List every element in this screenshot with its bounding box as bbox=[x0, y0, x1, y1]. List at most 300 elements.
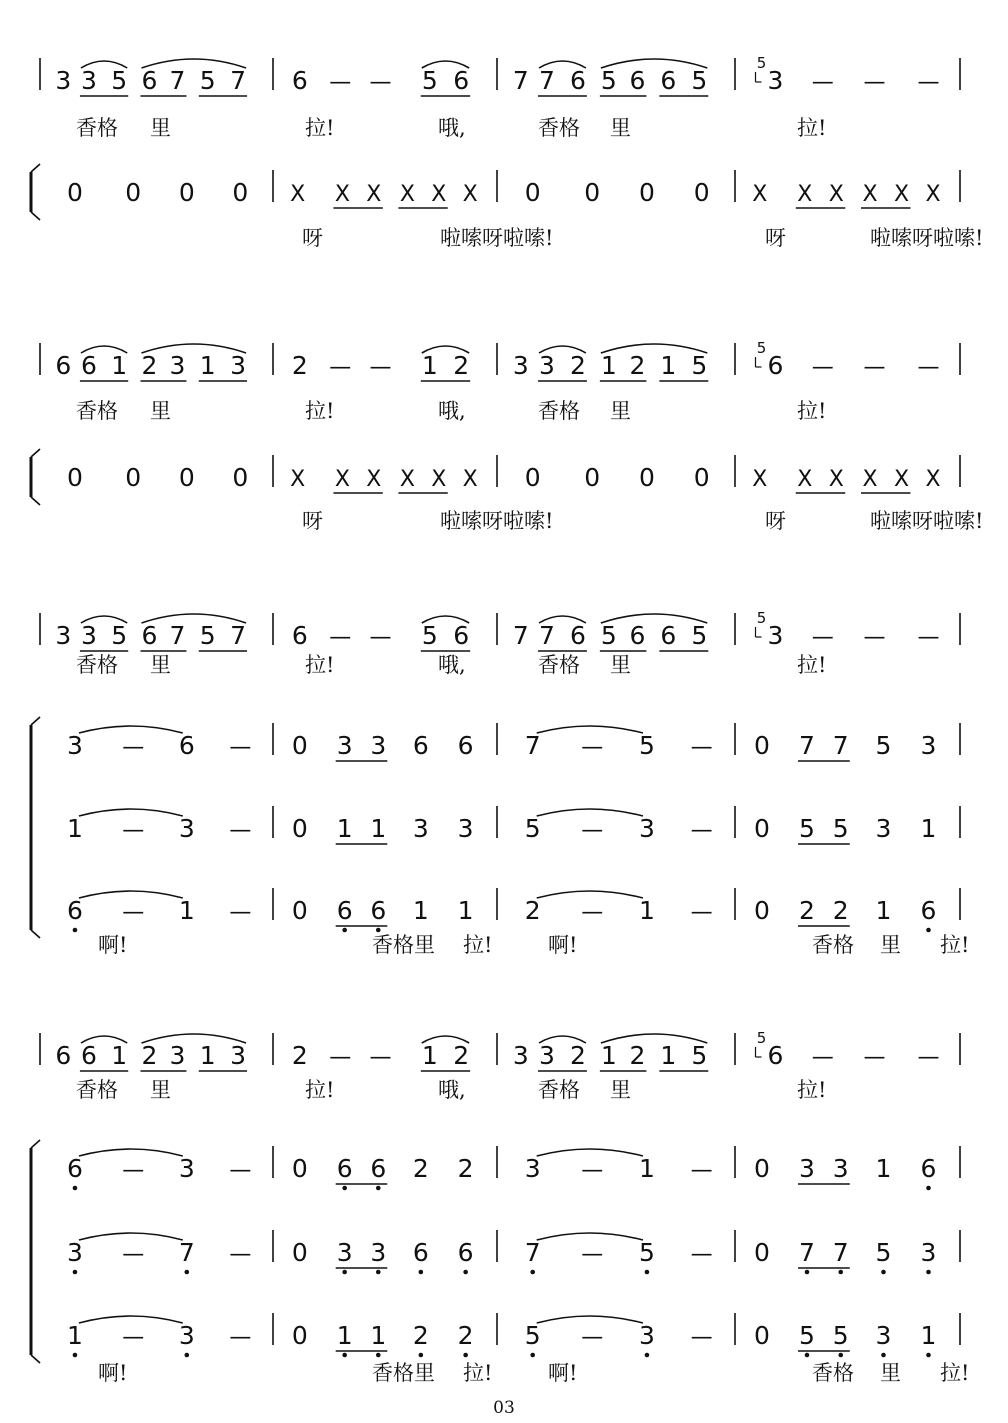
note-digit: 5 bbox=[421, 621, 438, 650]
note-digit: 3 bbox=[55, 621, 72, 650]
note-digit: 7 bbox=[539, 621, 555, 650]
lyric-syllable: 哦, bbox=[438, 1078, 466, 1102]
note-digit: 0 bbox=[638, 178, 655, 207]
percussion-note: X bbox=[893, 182, 910, 207]
note-digit: 6 bbox=[920, 1154, 937, 1183]
sustain-dash: — bbox=[122, 1158, 145, 1183]
lyric-syllable: 香格 bbox=[76, 1078, 118, 1102]
note-digit: 6 bbox=[80, 351, 97, 380]
note-digit: 3 bbox=[178, 1321, 195, 1350]
lyric-syllable: 拉! bbox=[797, 399, 827, 423]
lyric-syllable: 啦嗦呀啦嗦! bbox=[870, 509, 984, 533]
low-octave-dot bbox=[926, 928, 931, 933]
low-octave-dot bbox=[805, 1270, 810, 1275]
note-digit: 3 bbox=[457, 814, 474, 843]
lyric-syllable: 拉! bbox=[305, 653, 335, 677]
note-digit: 0 bbox=[291, 896, 308, 925]
percussion-note: X bbox=[290, 467, 306, 492]
grace-note: 5 bbox=[756, 609, 767, 627]
note-digit: 2 bbox=[569, 351, 586, 380]
note-digit: 1 bbox=[638, 1154, 655, 1183]
note-digit: 0 bbox=[754, 896, 770, 925]
note-digit: 0 bbox=[754, 731, 770, 760]
lyric-syllable: 呀 bbox=[765, 509, 786, 533]
tie bbox=[537, 1316, 643, 1323]
note-digit: 5 bbox=[875, 1238, 892, 1267]
note-digit: 0 bbox=[754, 1321, 770, 1350]
note-digit: 0 bbox=[754, 814, 770, 843]
sustain-dash: — bbox=[229, 818, 252, 843]
sustain-dash: — bbox=[329, 355, 352, 380]
note-digit: 5 bbox=[691, 66, 708, 95]
note-digit: 6 bbox=[55, 351, 72, 380]
note-digit: 2 bbox=[629, 351, 646, 380]
low-octave-dot bbox=[184, 1270, 189, 1275]
lyric-syllable: 拉! bbox=[940, 1361, 970, 1385]
note-digit: 1 bbox=[66, 814, 83, 843]
note-digit: 3 bbox=[336, 731, 353, 760]
note-digit: 1 bbox=[336, 1321, 353, 1350]
tie bbox=[79, 1233, 183, 1240]
note-digit: 6 bbox=[66, 1154, 83, 1183]
note-digit: 6 bbox=[370, 1154, 387, 1183]
lyric-syllable: 拉! bbox=[305, 1078, 335, 1102]
note-digit: 2 bbox=[291, 1041, 308, 1070]
lyric-syllable: 香格 bbox=[812, 933, 854, 957]
sustain-dash: — bbox=[229, 1325, 252, 1350]
lyric-syllable: 里 bbox=[150, 116, 171, 140]
note-digit: 6 bbox=[412, 731, 429, 760]
note-digit: 0 bbox=[524, 463, 541, 492]
sustain-dash: — bbox=[917, 625, 940, 650]
low-octave-dot bbox=[419, 1270, 424, 1275]
tie bbox=[79, 1149, 183, 1156]
low-octave-dot bbox=[463, 1270, 468, 1275]
note-digit: 6 bbox=[920, 896, 937, 925]
note-digit: 3 bbox=[638, 814, 655, 843]
percussion-note: X bbox=[893, 467, 910, 492]
note-digit: 6 bbox=[141, 621, 158, 650]
percussion-note: X bbox=[462, 182, 478, 207]
low-octave-dot bbox=[73, 1353, 78, 1358]
note-digit: 1 bbox=[412, 896, 429, 925]
sustain-dash: — bbox=[369, 625, 392, 650]
lyric-syllable: 拉! bbox=[305, 116, 335, 140]
note-digit: 6 bbox=[767, 351, 784, 380]
note-digit: 6 bbox=[412, 1238, 429, 1267]
lyric-syllable: 哦, bbox=[438, 653, 466, 677]
note-digit: 1 bbox=[875, 896, 892, 925]
sustain-dash: — bbox=[329, 70, 352, 95]
note-digit: 3 bbox=[539, 1041, 555, 1070]
sustain-dash: — bbox=[690, 1242, 713, 1267]
percussion-note: X bbox=[752, 182, 768, 207]
note-digit: 6 bbox=[66, 896, 83, 925]
note-digit: 5 bbox=[691, 621, 708, 650]
sustain-dash: — bbox=[369, 355, 392, 380]
lyric-syllable: 拉! bbox=[463, 933, 493, 957]
bracket-hook bbox=[31, 1140, 40, 1148]
note-digit: 0 bbox=[524, 178, 541, 207]
note-digit: 0 bbox=[754, 1154, 770, 1183]
note-digit: 5 bbox=[199, 66, 216, 95]
note-digit: 6 bbox=[453, 621, 470, 650]
tie bbox=[537, 726, 643, 733]
low-octave-dot bbox=[926, 1270, 931, 1275]
note-digit: 1 bbox=[421, 1041, 438, 1070]
low-octave-dot bbox=[73, 1270, 78, 1275]
low-octave-dot bbox=[342, 928, 347, 933]
low-octave-dot bbox=[73, 1186, 78, 1191]
note-digit: 2 bbox=[141, 1041, 158, 1070]
low-octave-dot bbox=[645, 1270, 650, 1275]
note-digit: 5 bbox=[799, 814, 815, 843]
sustain-dash: — bbox=[917, 355, 940, 380]
note-digit: 2 bbox=[457, 1154, 474, 1183]
sustain-dash: — bbox=[122, 1325, 145, 1350]
note-digit: 1 bbox=[66, 1321, 83, 1350]
note-digit: 2 bbox=[457, 1321, 474, 1350]
note-digit: 1 bbox=[111, 1041, 128, 1070]
sustain-dash: — bbox=[122, 818, 145, 843]
lyric-syllable: 啦嗦呀啦嗦! bbox=[440, 226, 554, 250]
sustain-dash: — bbox=[863, 625, 886, 650]
note-digit: 0 bbox=[693, 178, 710, 207]
low-octave-dot bbox=[645, 1353, 650, 1358]
percussion-note: X bbox=[925, 182, 941, 207]
note-digit: 5 bbox=[832, 1321, 849, 1350]
note-digit: 3 bbox=[169, 351, 186, 380]
sustain-dash: — bbox=[811, 70, 834, 95]
note-digit: 5 bbox=[111, 621, 128, 650]
note-digit: 6 bbox=[629, 621, 646, 650]
grace-note: 5 bbox=[756, 339, 767, 357]
note-digit: 1 bbox=[336, 814, 353, 843]
note-digit: 0 bbox=[178, 463, 195, 492]
note-digit: 5 bbox=[799, 1321, 815, 1350]
bracket-hook bbox=[31, 1355, 40, 1363]
percussion-note: X bbox=[431, 467, 447, 492]
note-digit: 6 bbox=[569, 66, 586, 95]
note-digit: 3 bbox=[512, 1041, 529, 1070]
note-digit: 1 bbox=[199, 1041, 216, 1070]
sustain-dash: — bbox=[690, 1158, 713, 1183]
percussion-note: X bbox=[290, 182, 306, 207]
sustain-dash: — bbox=[122, 900, 145, 925]
lyric-syllable: 里 bbox=[610, 1078, 631, 1102]
low-octave-dot bbox=[926, 1186, 931, 1191]
lyric-syllable: 拉! bbox=[797, 1078, 827, 1102]
note-digit: 7 bbox=[832, 1238, 849, 1267]
low-octave-dot bbox=[805, 1353, 810, 1358]
note-digit: 3 bbox=[799, 1154, 815, 1183]
note-digit: 0 bbox=[638, 463, 655, 492]
lyric-syllable: 香格 bbox=[538, 653, 580, 677]
low-octave-dot bbox=[419, 1353, 424, 1358]
low-octave-dot bbox=[73, 928, 78, 933]
percussion-note: X bbox=[462, 467, 478, 492]
sustain-dash: — bbox=[229, 1158, 252, 1183]
note-digit: 6 bbox=[767, 1041, 784, 1070]
note-digit: 3 bbox=[80, 66, 97, 95]
percussion-note: X bbox=[366, 182, 382, 207]
note-digit: 7 bbox=[169, 66, 186, 95]
note-digit: 0 bbox=[754, 1238, 770, 1267]
low-octave-dot bbox=[342, 1186, 347, 1191]
note-digit: 5 bbox=[524, 1321, 541, 1350]
grace-note: 5 bbox=[756, 1029, 767, 1047]
note-digit: 1 bbox=[920, 1321, 937, 1350]
note-digit: 7 bbox=[799, 731, 815, 760]
sustain-dash: — bbox=[369, 70, 392, 95]
percussion-note: X bbox=[366, 467, 382, 492]
bracket-hook bbox=[31, 717, 40, 725]
sustain-dash: — bbox=[917, 70, 940, 95]
percussion-note: X bbox=[925, 467, 941, 492]
sustain-dash: — bbox=[863, 355, 886, 380]
percussion-note: X bbox=[431, 182, 447, 207]
note-digit: 0 bbox=[125, 178, 142, 207]
percussion-note: X bbox=[334, 467, 350, 492]
percussion-note: X bbox=[828, 182, 844, 207]
sustain-dash: — bbox=[229, 1242, 252, 1267]
note-digit: 0 bbox=[232, 178, 249, 207]
note-digit: 6 bbox=[660, 66, 677, 95]
note-digit: 3 bbox=[55, 66, 72, 95]
note-digit: 6 bbox=[291, 621, 308, 650]
note-digit: 7 bbox=[539, 66, 555, 95]
note-digit: 1 bbox=[111, 351, 128, 380]
lyric-syllable: 里 bbox=[880, 1361, 901, 1385]
sustain-dash: — bbox=[690, 735, 713, 760]
sustain-dash: — bbox=[581, 735, 604, 760]
note-digit: 7 bbox=[178, 1238, 195, 1267]
low-octave-dot bbox=[530, 1353, 535, 1358]
lyric-syllable: 啦嗦呀啦嗦! bbox=[870, 226, 984, 250]
sustain-dash: — bbox=[229, 900, 252, 925]
note-digit: 7 bbox=[512, 66, 529, 95]
note-digit: 2 bbox=[141, 351, 158, 380]
note-digit: 5 bbox=[691, 1041, 708, 1070]
tie bbox=[79, 726, 183, 733]
lyric-syllable: 香格 bbox=[538, 116, 580, 140]
lyric-syllable: 啦嗦呀啦嗦! bbox=[440, 509, 554, 533]
note-digit: 3 bbox=[767, 621, 784, 650]
note-digit: 3 bbox=[370, 1238, 387, 1267]
note-digit: 6 bbox=[457, 731, 474, 760]
sustain-dash: — bbox=[329, 1045, 352, 1070]
note-digit: 5 bbox=[638, 1238, 655, 1267]
note-digit: 5 bbox=[600, 66, 617, 95]
sustain-dash: — bbox=[229, 735, 252, 760]
low-octave-dot bbox=[342, 1270, 347, 1275]
note-digit: 6 bbox=[453, 66, 470, 95]
note-digit: 1 bbox=[875, 1154, 892, 1183]
note-digit: 3 bbox=[412, 814, 429, 843]
note-digit: 3 bbox=[178, 1154, 195, 1183]
note-digit: 3 bbox=[66, 1238, 83, 1267]
note-digit: 5 bbox=[691, 351, 708, 380]
lyric-syllable: 香格 bbox=[538, 399, 580, 423]
note-digit: 1 bbox=[421, 351, 438, 380]
note-digit: 2 bbox=[569, 1041, 586, 1070]
lyric-syllable: 里 bbox=[610, 116, 631, 140]
note-digit: 0 bbox=[584, 463, 601, 492]
low-octave-dot bbox=[530, 1270, 535, 1275]
lyric-syllable: 呀 bbox=[765, 226, 786, 250]
sustain-dash: — bbox=[369, 1045, 392, 1070]
sustain-dash: — bbox=[863, 1045, 886, 1070]
low-octave-dot bbox=[838, 1353, 843, 1358]
note-digit: 6 bbox=[336, 1154, 353, 1183]
note-digit: 6 bbox=[178, 731, 195, 760]
lyric-syllable: 啊! bbox=[98, 1361, 128, 1385]
note-digit: 3 bbox=[178, 814, 195, 843]
note-digit: 2 bbox=[412, 1321, 429, 1350]
low-octave-dot bbox=[463, 1353, 468, 1358]
sustain-dash: — bbox=[581, 1242, 604, 1267]
note-digit: 3 bbox=[638, 1321, 655, 1350]
low-octave-dot bbox=[376, 928, 381, 933]
lyric-syllable: 拉! bbox=[797, 116, 827, 140]
note-digit: 5 bbox=[600, 621, 617, 650]
note-digit: 0 bbox=[291, 1321, 308, 1350]
note-digit: 3 bbox=[66, 731, 83, 760]
page-number: 03 bbox=[493, 1398, 515, 1418]
note-digit: 2 bbox=[629, 1041, 646, 1070]
low-octave-dot bbox=[376, 1186, 381, 1191]
tie bbox=[537, 891, 643, 898]
note-digit: 3 bbox=[920, 1238, 937, 1267]
note-digit: 0 bbox=[291, 731, 308, 760]
note-digit: 1 bbox=[600, 1041, 617, 1070]
bracket-hook bbox=[31, 212, 40, 220]
lyric-syllable: 拉! bbox=[797, 653, 827, 677]
lyric-syllable: 哦, bbox=[438, 116, 466, 140]
percussion-note: X bbox=[334, 182, 350, 207]
note-digit: 7 bbox=[169, 621, 186, 650]
lyric-syllable: 呀 bbox=[302, 226, 323, 250]
note-digit: 1 bbox=[370, 814, 387, 843]
tie bbox=[537, 1233, 643, 1240]
lyric-syllable: 里 bbox=[150, 653, 171, 677]
sustain-dash: — bbox=[581, 1158, 604, 1183]
note-digit: 5 bbox=[421, 66, 438, 95]
sustain-dash: — bbox=[329, 625, 352, 650]
note-digit: 7 bbox=[524, 731, 541, 760]
bracket-hook bbox=[31, 449, 40, 457]
low-octave-dot bbox=[881, 1353, 886, 1358]
low-octave-dot bbox=[342, 1353, 347, 1358]
note-digit: 2 bbox=[412, 1154, 429, 1183]
note-digit: 0 bbox=[232, 463, 249, 492]
note-digit: 2 bbox=[832, 896, 849, 925]
note-digit: 0 bbox=[291, 1154, 308, 1183]
sustain-dash: — bbox=[581, 1325, 604, 1350]
note-digit: 3 bbox=[832, 1154, 849, 1183]
note-digit: 6 bbox=[291, 66, 308, 95]
note-digit: 6 bbox=[457, 1238, 474, 1267]
low-octave-dot bbox=[184, 1353, 189, 1358]
note-digit: 3 bbox=[169, 1041, 186, 1070]
lyric-syllable: 啊! bbox=[548, 1361, 578, 1385]
lyric-syllable: 啊! bbox=[548, 933, 578, 957]
low-octave-dot bbox=[838, 1270, 843, 1275]
note-digit: 2 bbox=[291, 351, 308, 380]
note-digit: 5 bbox=[524, 814, 541, 843]
note-digit: 7 bbox=[524, 1238, 541, 1267]
sustain-dash: — bbox=[811, 355, 834, 380]
note-digit: 0 bbox=[178, 178, 195, 207]
tie bbox=[537, 1149, 643, 1156]
low-octave-dot bbox=[926, 1353, 931, 1358]
lyric-syllable: 呀 bbox=[302, 509, 323, 533]
lyric-syllable: 里 bbox=[880, 933, 901, 957]
lyric-syllable: 啊! bbox=[98, 933, 128, 957]
note-digit: 6 bbox=[336, 896, 353, 925]
note-digit: 5 bbox=[111, 66, 128, 95]
note-digit: 7 bbox=[512, 621, 529, 650]
note-digit: 3 bbox=[230, 1041, 247, 1070]
sustain-dash: — bbox=[863, 70, 886, 95]
note-digit: 0 bbox=[66, 463, 83, 492]
note-digit: 2 bbox=[799, 896, 815, 925]
lyric-syllable: 哦, bbox=[438, 399, 466, 423]
note-digit: 3 bbox=[875, 814, 892, 843]
tie bbox=[79, 1316, 183, 1323]
note-digit: 6 bbox=[80, 1041, 97, 1070]
note-digit: 3 bbox=[524, 1154, 541, 1183]
bracket-hook bbox=[31, 497, 40, 505]
lyric-syllable: 里 bbox=[610, 399, 631, 423]
tie bbox=[79, 891, 183, 898]
note-digit: 5 bbox=[832, 814, 849, 843]
percussion-note: X bbox=[399, 467, 415, 492]
tie bbox=[79, 809, 183, 816]
sustain-dash: — bbox=[690, 1325, 713, 1350]
note-digit: 6 bbox=[55, 1041, 72, 1070]
note-digit: 6 bbox=[141, 66, 158, 95]
note-digit: 0 bbox=[693, 463, 710, 492]
note-digit: 3 bbox=[370, 731, 387, 760]
note-digit: 3 bbox=[512, 351, 529, 380]
sustain-dash: — bbox=[917, 1045, 940, 1070]
note-digit: 2 bbox=[453, 1041, 470, 1070]
lyric-syllable: 香格 bbox=[812, 1361, 854, 1385]
lyric-syllable: 香格 bbox=[76, 399, 118, 423]
sustain-dash: — bbox=[581, 818, 604, 843]
note-digit: 2 bbox=[453, 351, 470, 380]
note-digit: 6 bbox=[370, 896, 387, 925]
lyric-syllable: 香格里 bbox=[372, 933, 435, 957]
percussion-note: X bbox=[752, 467, 768, 492]
bracket-hook bbox=[31, 164, 40, 172]
note-digit: 3 bbox=[920, 731, 937, 760]
lyric-syllable: 拉! bbox=[940, 933, 970, 957]
note-digit: 1 bbox=[370, 1321, 387, 1350]
grace-note: 5 bbox=[756, 54, 767, 72]
note-digit: 1 bbox=[660, 351, 677, 380]
lyric-syllable: 拉! bbox=[463, 1361, 493, 1385]
low-octave-dot bbox=[881, 1270, 886, 1275]
note-digit: 1 bbox=[600, 351, 617, 380]
note-digit: 7 bbox=[832, 731, 849, 760]
note-digit: 3 bbox=[80, 621, 97, 650]
lyric-syllable: 香格 bbox=[538, 1078, 580, 1102]
note-digit: 0 bbox=[584, 178, 601, 207]
note-digit: 1 bbox=[638, 896, 655, 925]
note-digit: 3 bbox=[230, 351, 247, 380]
